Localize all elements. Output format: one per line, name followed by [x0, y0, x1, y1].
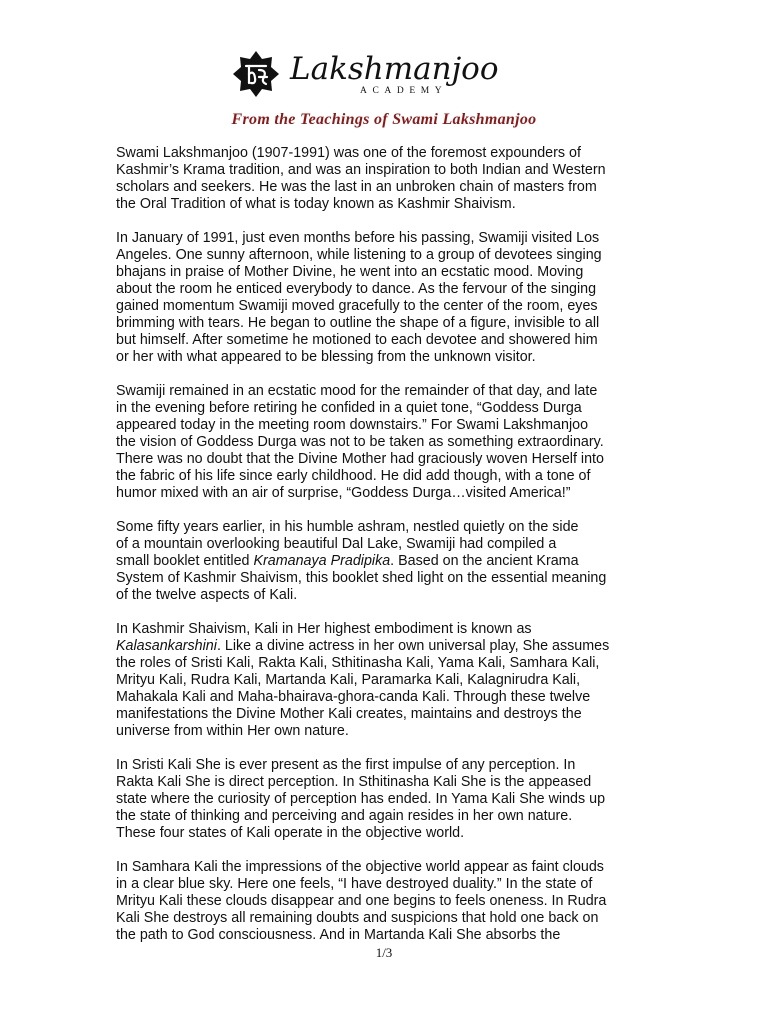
logo-wordmark: Lakshmanjoo	[290, 51, 499, 87]
text-run: Rakta Kali She is direct perception. In Sthitinasha Kali She is the appeased	[116, 774, 592, 790]
text-run: state where the curiosity of perception has ended. In Yama Kali She winds up	[116, 791, 606, 807]
paragraph	[116, 519, 656, 604]
text-run: Mrityu Kali these clouds disappear and one begins to feels oneness. In Rudra	[116, 893, 607, 909]
text-line	[116, 536, 656, 553]
italic-term: Kramanaya Pradipika	[253, 553, 391, 569]
text-line	[116, 485, 656, 502]
text-run: the roles of Sristi Kali, Rakta Kali, Sthitinasha Kali, Yama Kali, Samhara Kali,	[116, 655, 600, 671]
text-line	[116, 315, 656, 332]
text-line	[116, 145, 656, 162]
text-run: the path to God consciousness. And in Martanda Kali She absorbs the	[116, 927, 561, 943]
text-line	[116, 298, 656, 315]
text-run: humor mixed with an air of surprise, “Goddess Durga…visited America!”	[116, 485, 571, 501]
text-run: Kashmir’s Krama tradition, and was an inspiration to both Indian and Western	[116, 162, 606, 178]
text-run: These four states of Kali operate in the objective world.	[116, 825, 465, 841]
text-run: . Based on the ancient Krama	[390, 553, 579, 569]
text-line	[116, 230, 656, 247]
text-line	[116, 859, 656, 876]
text-run: the state of thinking and perceiving and again resides in her own nature.	[116, 808, 573, 824]
text-run: in the evening before retiring he confided in a quiet tone, “Goddess Durga	[116, 400, 582, 416]
text-run: appeared today in the meeting room downstairs.” For Swami Lakshmanjoo	[116, 417, 589, 433]
text-line	[116, 264, 656, 281]
text-line	[116, 349, 656, 366]
text-run: Kali She destroys all remaining doubts and suspicions that hold one back on	[116, 910, 599, 926]
text-run: Swamiji remained in an ecstatic mood for the remainder of that day, and late	[116, 383, 598, 399]
text-run: universe from within Her own nature.	[116, 723, 349, 739]
text-line	[116, 434, 656, 451]
text-line	[116, 247, 656, 264]
text-run: In January of 1991, just even months before his passing, Swamiji visited Los	[116, 230, 600, 246]
text-run: small booklet entitled	[116, 553, 254, 569]
text-line	[116, 519, 656, 536]
text-run: of the twelve aspects of Kali.	[116, 587, 298, 603]
text-run: but himself. After sometime he motioned to each devotee and showered him	[116, 332, 598, 348]
paragraph	[116, 145, 656, 213]
paragraph	[116, 383, 656, 502]
text-line	[116, 570, 656, 587]
text-run: Swami Lakshmanjoo (1907-1991) was one of the foremost expounders of	[116, 145, 581, 161]
text-run: gained momentum Swamiji moved gracefully to the center of the room, eyes	[116, 298, 598, 314]
text-line	[116, 655, 656, 672]
article-body	[116, 145, 656, 961]
text-line	[116, 774, 656, 791]
text-run: brimming with tears. He began to outline the shape of a figure, invisible to all	[116, 315, 600, 331]
text-run: bhajans in praise of Mother Divine, he went into an ecstatic mood. Moving	[116, 264, 584, 280]
text-line	[116, 689, 656, 706]
text-run: System of Kashmir Shaivism, this booklet shed light on the essential meaning	[116, 570, 607, 586]
text-line	[116, 179, 656, 196]
page-number: 1/3	[375, 945, 393, 960]
text-line	[116, 927, 656, 944]
text-run: In Samhara Kali the impressions of the objective world appear as faint clouds	[116, 859, 604, 875]
text-line	[116, 876, 656, 893]
paragraph	[116, 230, 656, 366]
text-run: There was no doubt that the Divine Mother had graciously woven Herself into	[116, 451, 604, 467]
text-run: the vision of Goddess Durga was not to be taken as something extraordinary.	[116, 434, 604, 450]
text-line	[116, 825, 656, 842]
logo-subtitle: ACADEMY	[360, 86, 448, 96]
text-line	[116, 162, 656, 179]
text-line	[116, 706, 656, 723]
text-run: the fabric of his life since early childhood. He did add though, with a tone of	[116, 468, 591, 484]
text-run: the Oral Tradition of what is today known as Kashmir Shaivism.	[116, 196, 516, 212]
text-line	[116, 723, 656, 740]
text-line	[116, 468, 656, 485]
text-line	[116, 417, 656, 434]
text-run: . Like a divine actress in her own universal play, She assumes	[216, 638, 610, 654]
text-line	[116, 400, 656, 417]
text-line	[116, 910, 656, 927]
text-run: of a mountain overlooking beautiful Dal Lake, Swamiji had compiled a	[116, 536, 557, 552]
text-line	[116, 281, 656, 298]
text-line	[116, 383, 656, 400]
text-run: Angeles. One sunny afternoon, while listening to a group of devotees singing	[116, 247, 602, 263]
text-run: in a clear blue sky. Here one feels, “I have destroyed duality.” In the state of	[116, 876, 593, 892]
text-line	[116, 893, 656, 910]
academy-logo	[232, 50, 502, 102]
text-line	[116, 791, 656, 808]
text-line	[116, 672, 656, 689]
text-run: Some fifty years earlier, in his humble ashram, nestled quietly on the side	[116, 519, 579, 535]
text-line	[116, 638, 656, 655]
text-line	[116, 621, 656, 638]
document-subtitle: From the Teachings of Swami Lakshmanjoo	[231, 111, 537, 128]
italic-term: Kalasankarshini	[116, 638, 217, 654]
text-run: about the room he enticed everybody to dance. As the fervour of the singing	[116, 281, 597, 297]
text-run: Mahakala Kali and Maha-bhairava-ghora-canda Kali. Through these twelve	[116, 689, 591, 705]
text-line	[116, 757, 656, 774]
text-line	[116, 808, 656, 825]
text-line	[116, 553, 656, 570]
paragraph	[116, 859, 656, 944]
text-line	[116, 332, 656, 349]
text-line	[116, 587, 656, 604]
lotus-emblem-icon	[232, 50, 280, 98]
text-run: or her with what appeared to be blessing from the unknown visitor.	[116, 349, 536, 365]
text-run: In Sristi Kali She is ever present as the first impulse of any perception. In	[116, 757, 576, 773]
text-run: scholars and seekers. He was the last in an unbroken chain of masters from	[116, 179, 597, 195]
paragraph	[116, 621, 656, 740]
text-line	[116, 196, 656, 213]
text-run: manifestations the Divine Mother Kali creates, maintains and destroys the	[116, 706, 582, 722]
text-run: In Kashmir Shaivism, Kali in Her highest embodiment is known as	[116, 621, 532, 637]
text-run: Mrityu Kali, Rudra Kali, Martanda Kali, Paramarka Kali, Kalagnirudra Kali,	[116, 672, 581, 688]
paragraph	[116, 757, 656, 842]
text-line	[116, 451, 656, 468]
